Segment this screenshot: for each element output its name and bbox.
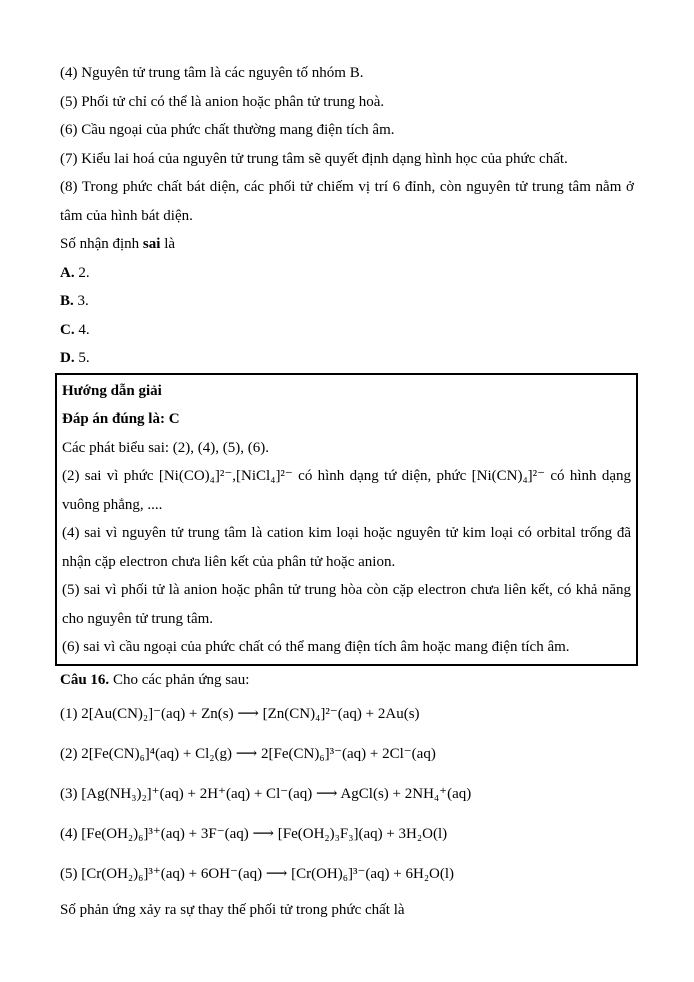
solution-line-5: (5) sai vì phối tử là anion hoặc phân tử trung hòa còn cặp electron chưa liên kết, có khả năng cho nguyên tử trung tâm. — [62, 582, 631, 627]
reaction-line-4: (4) [Fe(OH₂)₆]³⁺(aq) + 3F⁻(aq) ⟶ [Fe(OH₂)₃F₃](aq) + 3H₂O(l) — [60, 826, 448, 842]
option-b-label: B. — [60, 293, 74, 309]
statement-line-4: (4) Nguyên tử trung tâm là các nguyên tố nhóm B. — [60, 65, 364, 81]
question16-label: Câu 16. — [60, 671, 110, 688]
reaction-line-2: (2) 2[Fe(CN)₆]⁴(aq) + Cl₂(g) ⟶ 2[Fe(CN)₆]³⁻(aq) + 2Cl⁻(aq) — [60, 746, 436, 762]
solution-line-wrong-list: Các phát biểu sai: (2), (4), (5), (6). — [62, 439, 270, 456]
option-a-label: A. — [60, 264, 75, 281]
statement-line-6: (6) Cầu ngoại của phức chất thường mang điện tích âm. — [60, 122, 395, 138]
option-b-text: 3. — [77, 293, 89, 309]
option-c-text: 4. — [78, 321, 90, 338]
solution-line-4: (4) sai vì nguyên tử trung tâm là cation kim loại hoặc nguyên tử kim loại có orbital trống đã nhận cặp electron chưa liên kết của phân tử hoặc anion. — [62, 525, 631, 570]
option-d-row — [60, 344, 634, 373]
statement-line-5: (5) Phối tử chỉ có thể là anion hoặc phân tử trung hoà. — [60, 93, 385, 110]
question-stem — [60, 230, 634, 259]
question-stem-prefix: Số nhận định — [60, 236, 143, 252]
question-stem-emphasis: sai — [142, 236, 161, 252]
reaction-line-1: (1) 2[Au(CN)₂]⁻(aq) + Zn(s) ⟶ [Zn(CN)₄]²⁻(aq) + 2Au(s) — [60, 706, 420, 722]
option-d-text: 5. — [78, 350, 90, 366]
statement-line-8: (8) Trong phức chất bát diện, các phối tử chiếm vị trí 6 đỉnh, còn nguyên tử trung tâm nằm ở tâm của hình bát diện. — [60, 179, 634, 224]
option-c-label: C. — [60, 321, 75, 338]
solution-title: Hướng dẫn giải — [62, 382, 162, 399]
reaction-line-5: (5) [Cr(OH₂)₆]³⁺(aq) + 6OH⁻(aq) ⟶ [Cr(OH)₆]³⁻(aq) + 6H₂O(l) — [60, 866, 455, 882]
option-c-row — [60, 316, 634, 345]
option-a-row — [60, 259, 634, 288]
option-b-row — [60, 287, 634, 316]
question16-header — [60, 666, 634, 695]
option-d-label: D. — [60, 350, 75, 366]
solution-line-2: (2) sai vì phức [Ni(CO)₄]²⁻,[NiCl₄]²⁻ có hình dạng tứ diện, phức [Ni(CN)₄]²⁻ có hình dạng vuông phẳng, .... — [62, 468, 631, 513]
solution-answer: Đáp án đúng là: C — [62, 411, 180, 427]
question16-closing: Số phản ứng xảy ra sự thay thế phối tử trong phức chất là — [60, 902, 405, 918]
statement-line-7: (7) Kiểu lai hoá của nguyên tử trung tâm sẽ quyết định dạng hình học của phức chất. — [60, 150, 568, 167]
solution-line-6: (6) sai vì cầu ngoại của phức chất có thể mang điện tích âm hoặc mang điện tích âm. — [62, 639, 570, 655]
option-a-text: 2. — [78, 264, 90, 281]
question-stem-suffix: là — [160, 236, 176, 252]
question16-intro: Cho các phản ứng sau: — [109, 671, 250, 688]
solution-box — [55, 373, 638, 666]
reaction-line-3: (3) [Ag(NH₃)₂]⁺(aq) + 2H⁺(aq) + Cl⁻(aq) ⟶ AgCl(s) + 2NH₄⁺(aq) — [60, 786, 472, 802]
